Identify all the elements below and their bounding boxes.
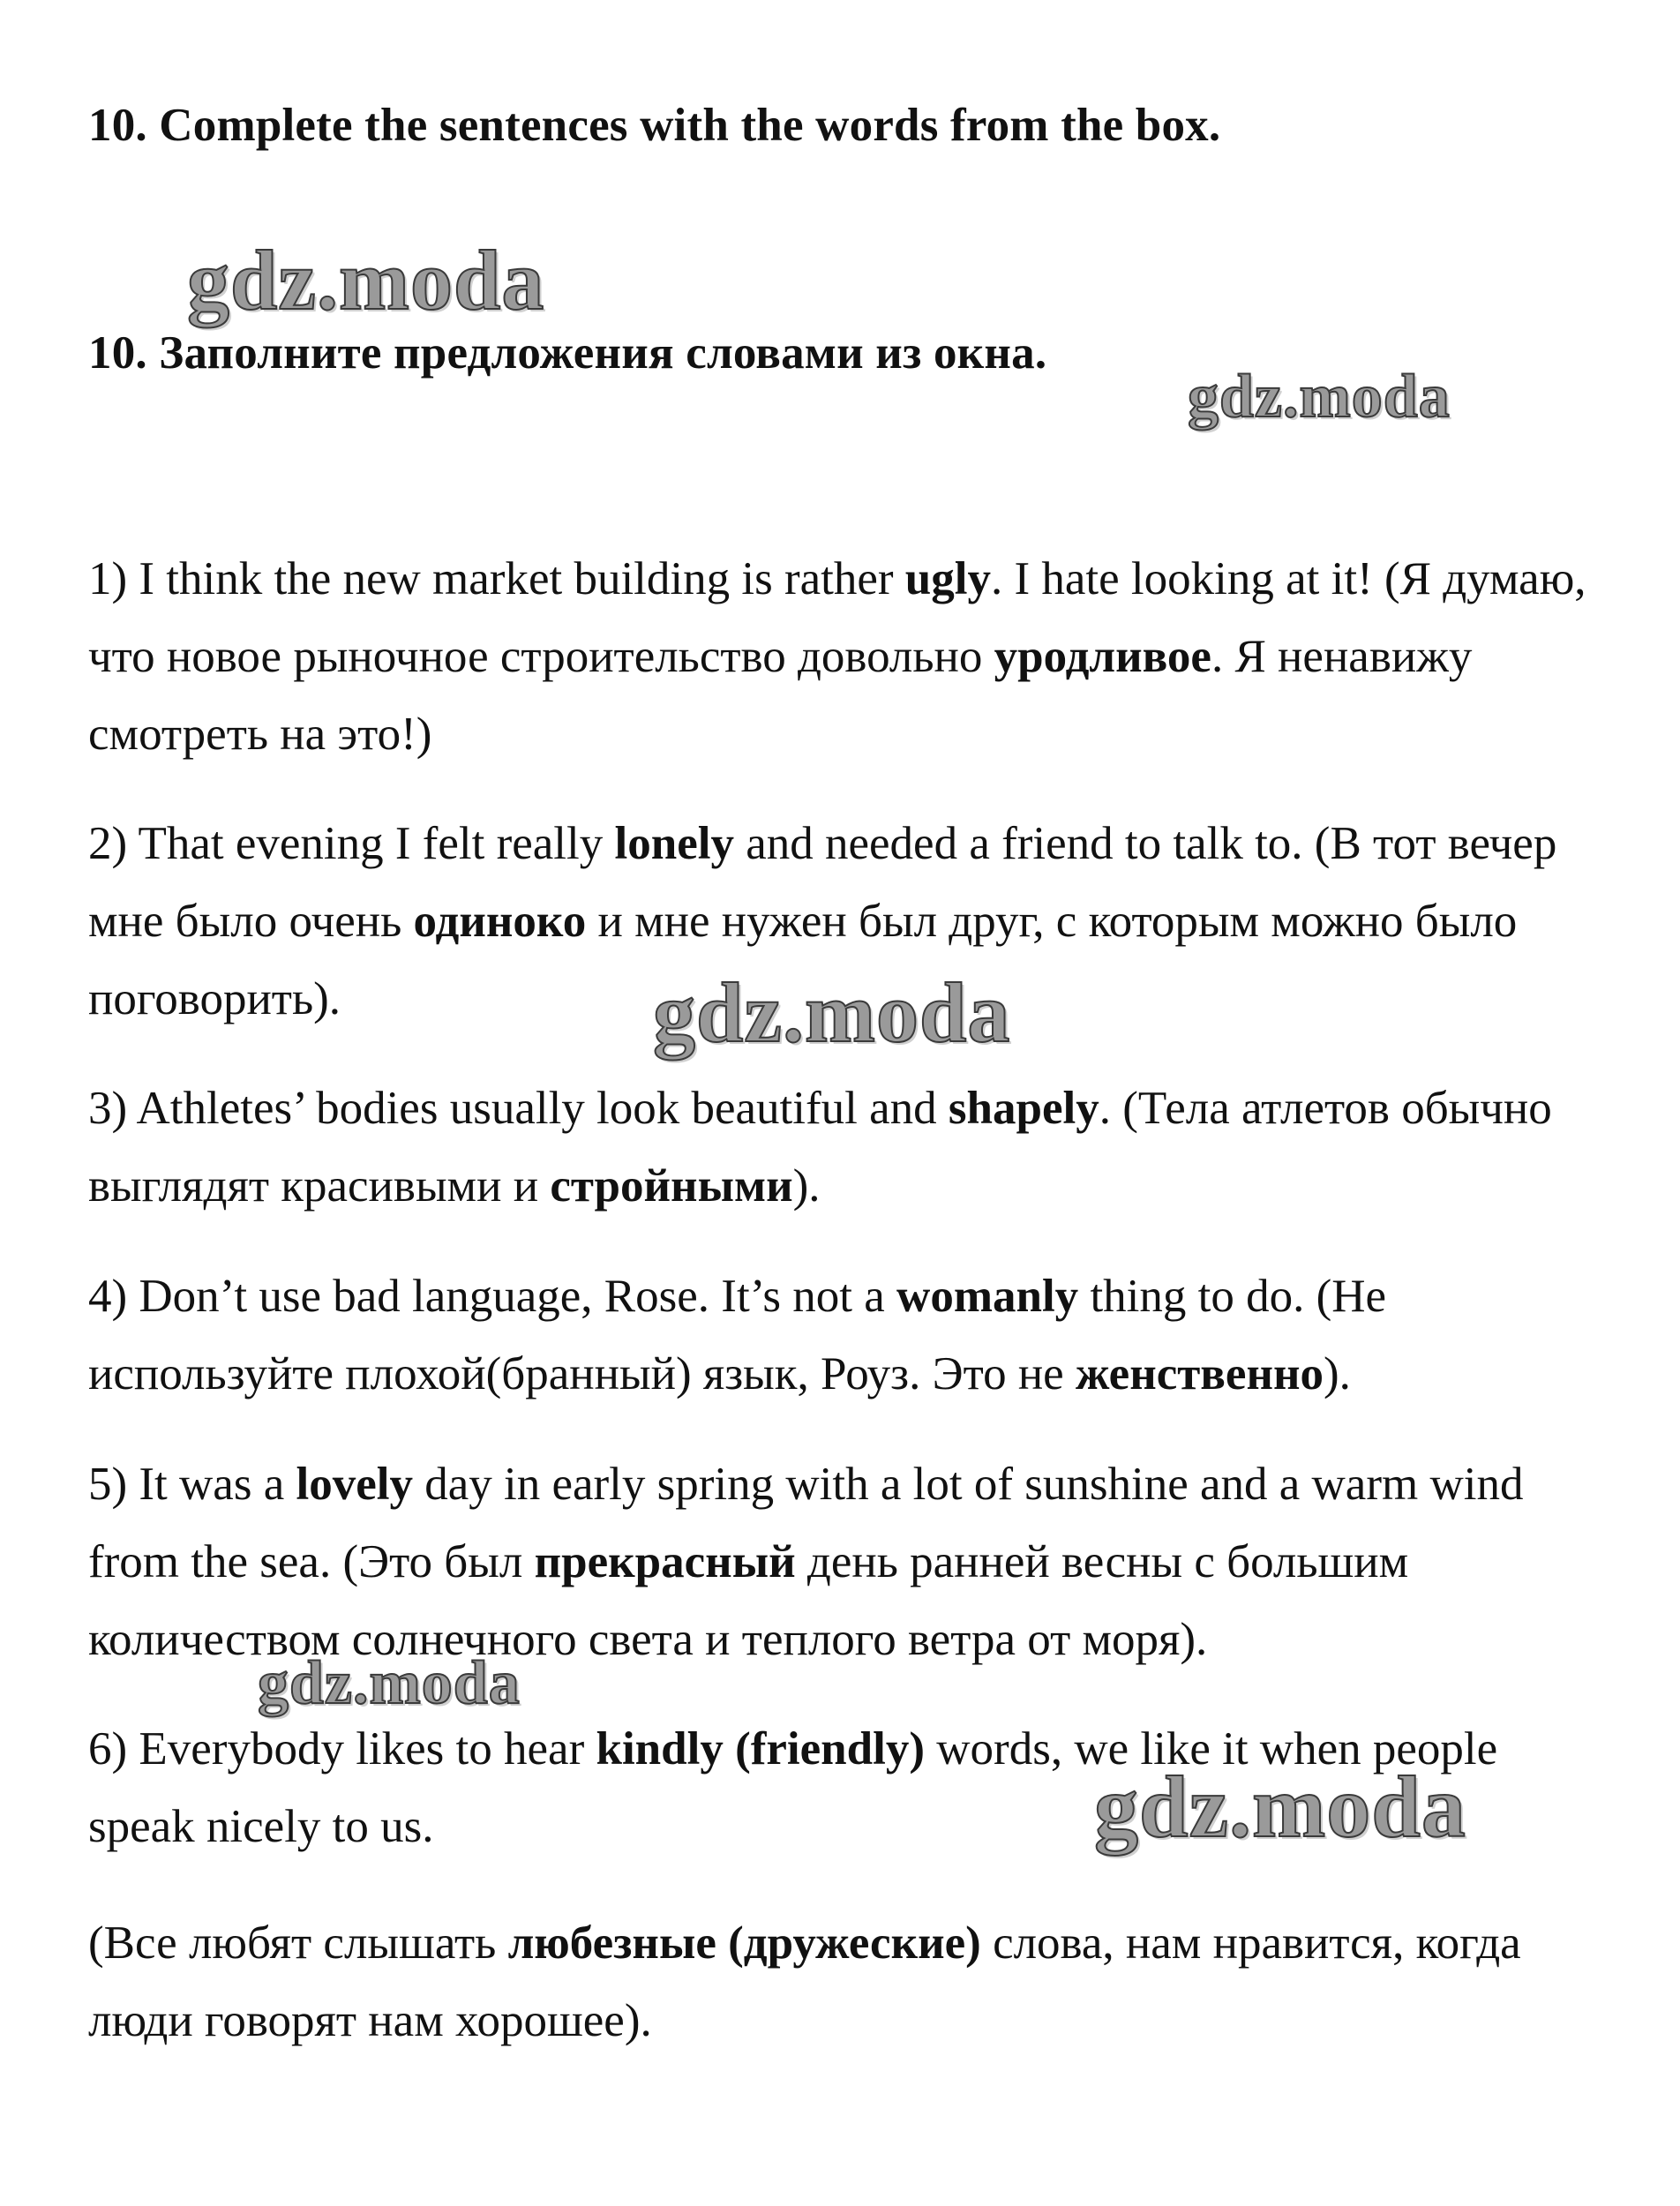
watermark: gdz.moda [1188,363,1451,431]
sentence-6-translation: (Все любят слышать любезные (дружеские) слова, нам нравится, когда люди говорят нам хорошее). [88,1917,1521,2046]
watermark: gdz.moda [1094,1758,1466,1856]
sentence-2: 2) That evening I felt really lonely and needed a friend to talk to. (В тот вечер мне было очень одиноко и мне нужен был друг, с которым можно было поговорить). [88,818,1557,1024]
exercise-heading-ru: 10. Заполните предложения словами из окна. [88,327,1047,379]
watermark: gdz.moda [258,1649,521,1717]
answer-word: lovely [296,1459,413,1510]
watermark: gdz.moda [653,965,1011,1060]
exercise-heading-en: 10. Complete the sentences with the words from the box. [88,100,1221,151]
watermark: gdz.moda [187,233,545,327]
sentence-3: 3) Athletes’ bodies usually look beautiful and shapely. (Тела атлетов обычно выглядят красивыми и стройными). [88,1083,1552,1212]
answer-word: womanly [896,1271,1079,1322]
answer-translation: одиноко [413,896,587,947]
answer-word: shapely [948,1083,1099,1134]
answer-translation: уродливое [994,631,1211,682]
sentence-5: 5) It was a lovely day in early spring with a lot of sunshine and a warm wind from the sea. (Это был прекрасный день ранней весны с большим количеством солнечного света и теплого ветра от моря). [88,1459,1524,1665]
answer-word: lonely [614,818,734,869]
sentence-4: 4) Don’t use bad language, Rose. It’s not a womanly thing to do. (Не используйте плохой(бранный) язык, Роуз. Это не женственно). [88,1271,1387,1399]
answer-translation: любезные (дружеские) [507,1917,981,1969]
answer-translation: стройными [550,1160,793,1212]
sentence-6: 6) Everybody likes to hear kindly (friendly) words, we like it when people speak nicely to us. [88,1723,1498,1852]
answer-translation: женственно [1075,1348,1324,1399]
answer-translation: прекрасный [534,1536,796,1587]
answer-word: kindly (friendly) [596,1723,926,1775]
answer-word: ugly [904,553,991,604]
sentence-1: 1) I think the new market building is rather ugly. I hate looking at it! (Я думаю, что новое рыночное строительство довольно уродливое. Я ненавижу смотреть на это!) [88,553,1586,760]
